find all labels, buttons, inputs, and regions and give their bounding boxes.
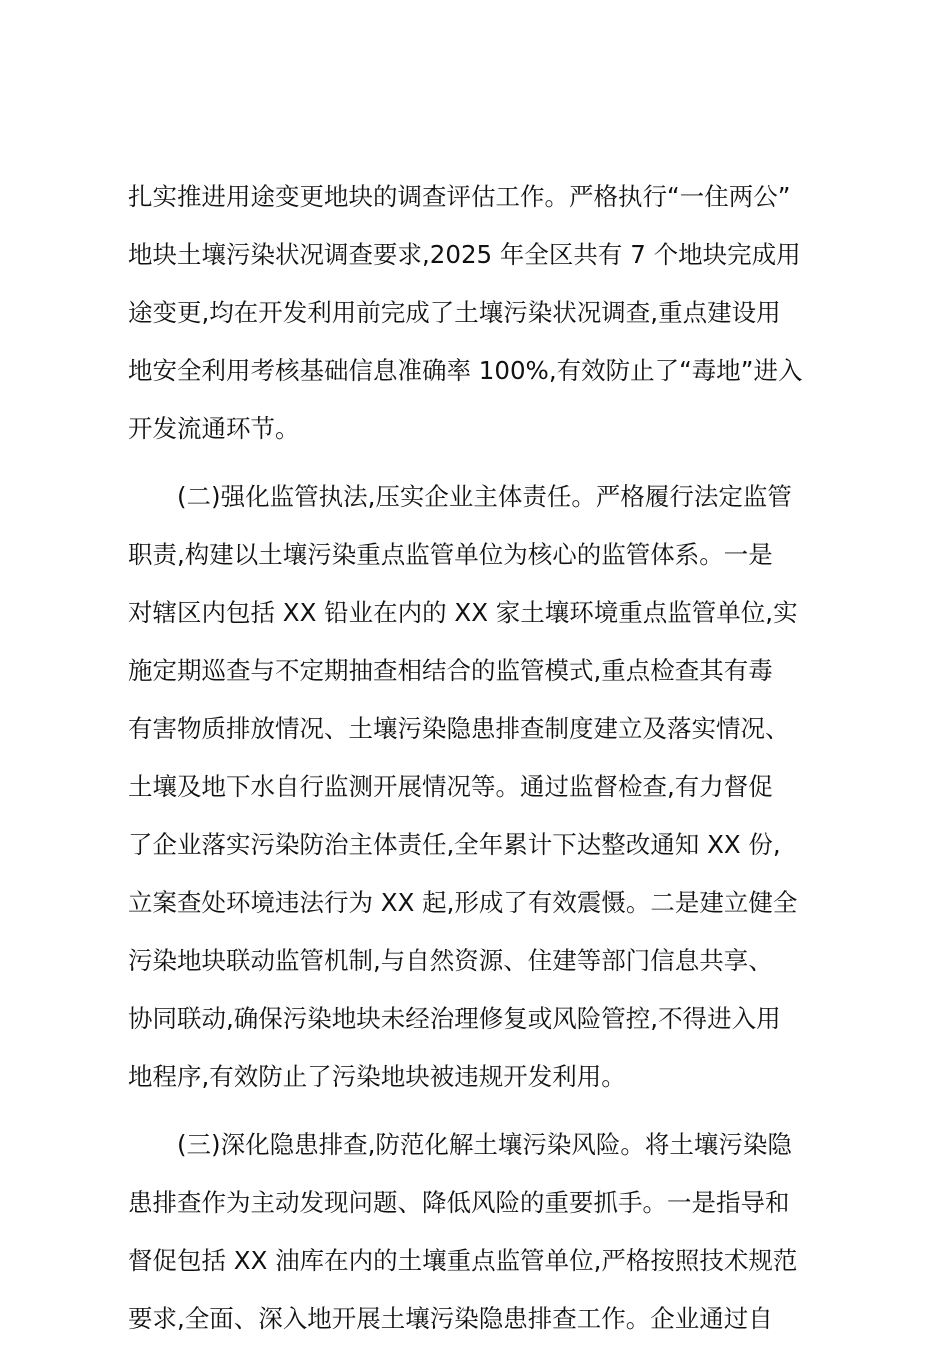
- paragraph-spacer: [128, 1106, 822, 1116]
- text-line: 立案查处环境违法行为 XX 起,形成了有效震慑。二是建立健全: [128, 888, 798, 917]
- paragraph-3: [128, 1116, 822, 1348]
- text-line: 地安全利用考核基础信息准确率 100%,有效防止了“毒地”进入: [128, 356, 803, 385]
- text-line: 扎实推进用途变更地块的调查评估工作。严格执行“一住两公”: [128, 182, 791, 211]
- text-line: 地程序,有效防止了污染地块被违规开发利用。: [128, 1062, 626, 1091]
- paragraph-spacer: [128, 458, 822, 468]
- text-line: 土壤及地下水自行监测开展情况等。通过监督检查,有力督促: [128, 772, 773, 801]
- text-line: 污染地块联动监管机制,与自然资源、住建等部门信息共享、: [128, 946, 773, 975]
- text-line: 途变更,均在开发利用前完成了土壤污染状况调查,重点建设用: [128, 298, 781, 327]
- text-line: (三)深化隐患排查,防范化解土壤污染风险。将土壤污染隐: [177, 1130, 792, 1159]
- text-line: 施定期巡查与不定期抽查相结合的监管模式,重点检查其有毒: [128, 656, 773, 685]
- text-line: 开发流通环节。: [128, 414, 300, 443]
- paragraph-1: [128, 168, 822, 458]
- text-line: 督促包括 XX 油库在内的土壤重点监管单位,严格按照技术规范: [128, 1246, 798, 1275]
- text-line: 患排查作为主动发现问题、降低风险的重要抓手。一是指导和: [128, 1188, 790, 1217]
- text-line: (二)强化监管执法,压实企业主体责任。严格履行法定监管: [177, 482, 792, 511]
- paragraph-2: [128, 468, 822, 1106]
- document-body: [128, 168, 822, 1348]
- text-line: 地块土壤污染状况调查要求,2025 年全区共有 7 个地块完成用: [128, 240, 801, 269]
- text-line: 协同联动,确保污染地块未经治理修复或风险管控,不得进入用: [128, 1004, 781, 1033]
- text-line: 对辖区内包括 XX 铅业在内的 XX 家土壤环境重点监管单位,实: [128, 598, 798, 627]
- text-line: 有害物质排放情况、土壤污染隐患排查制度建立及落实情况、: [128, 714, 790, 743]
- text-line: 了企业落实污染防治主体责任,全年累计下达整改通知 XX 份,: [128, 830, 781, 859]
- text-line: 要求,全面、深入地开展土壤污染隐患排查工作。企业通过自: [128, 1304, 773, 1333]
- text-line: 职责,构建以土壤污染重点监管单位为核心的监管体系。一是: [128, 540, 773, 569]
